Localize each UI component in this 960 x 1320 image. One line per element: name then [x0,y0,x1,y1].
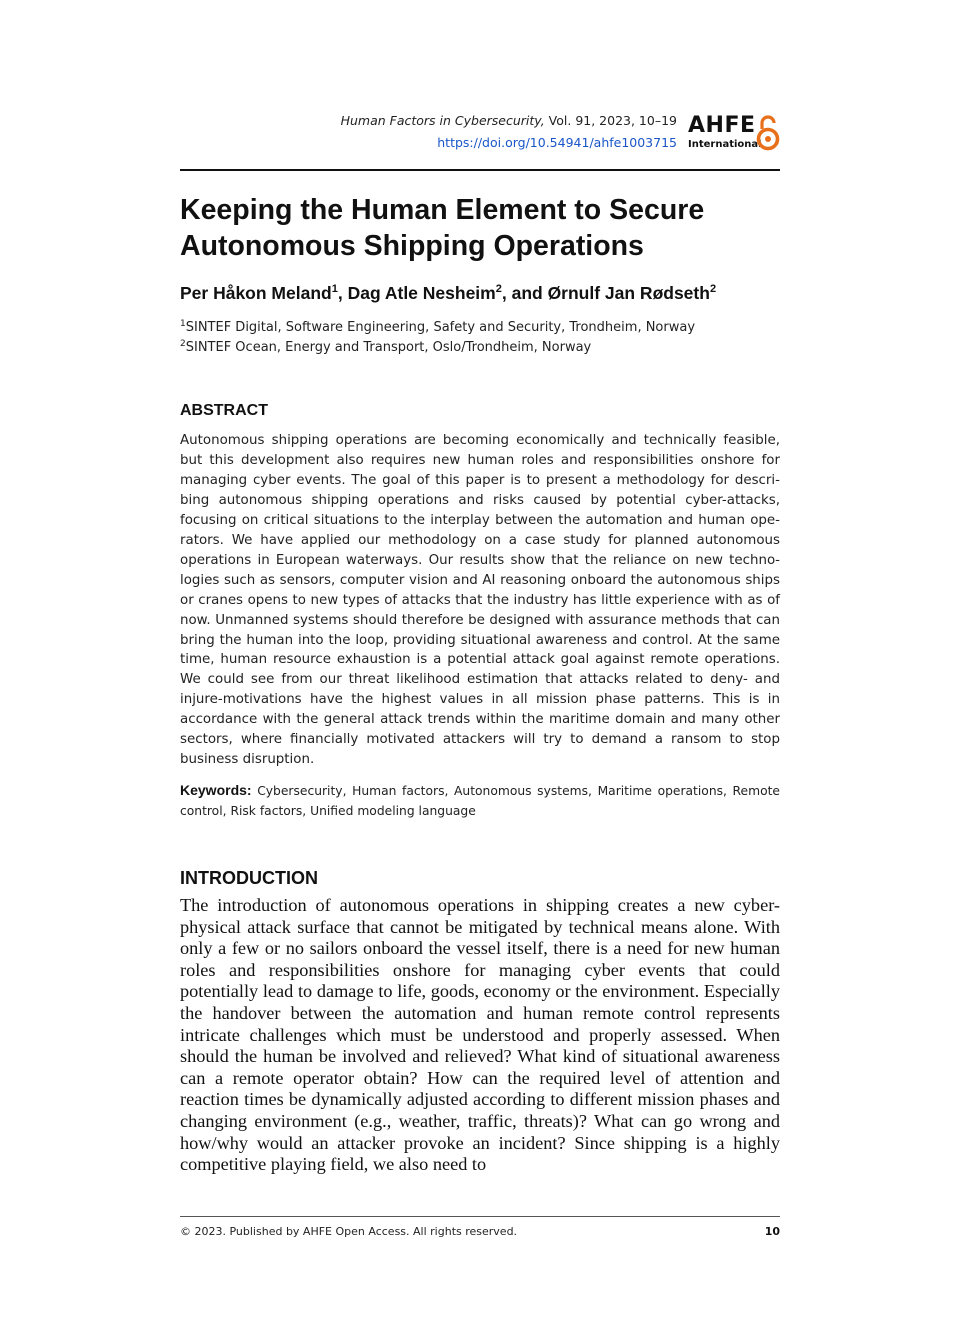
volume-pages: Vol. 91, 2023, 10–19 [544,113,677,128]
author-name: Ørnulf Jan Rødseth [547,283,710,303]
logo-word: AHFE [688,113,756,138]
keywords-label: Keywords: [180,782,252,798]
journal-header [180,108,780,156]
author-affil-mark: 2 [495,283,502,295]
ahfe-logo [688,114,780,160]
author-name: Dag Atle Nesheim [347,283,496,303]
keywords-text: Cybersecurity, Human factors, Autonomous systems, Maritime operations, Remote control, Risk factors, Unified modeling language [180,784,780,818]
doi-link[interactable]: https://doi.org/10.54941/ahfe1003715 [437,135,677,150]
open-access-lock-icon [756,115,780,153]
author-affil-mark: 1 [331,283,338,295]
affiliation-text: SINTEF Digital, Software Engineering, Safety and Security, Trondheim, Norway [185,320,696,335]
doi-line [341,132,677,154]
journal-name: Human Factors in Cybersecurity, [340,113,545,128]
header-divider [180,169,780,171]
affiliation-list [180,318,780,358]
paper-title: Keeping the Human Element to Secure Autonomous Shipping Operations [180,194,705,262]
author-list [180,280,780,306]
author-separator: , and [501,283,548,303]
citation-block [341,110,677,154]
affiliation-item [180,338,780,358]
abstract-heading: ABSTRACT [180,402,268,419]
author-affil-mark: 2 [709,283,717,295]
footer-divider [180,1216,780,1217]
affiliation-mark: 2 [180,339,186,349]
introduction-text: The introduction of autonomous operations in shipping creates a new cyber-physical attack surface that cannot be mitigated by technical means alone. With only a few or no sailors onboard the vessel itself, there is a need for new human roles and responsibilities onshore for managing cyber events that could potentially lead to damage to life, goods, economy or the environment. Especially the handover between the automation and human remote control represents intricate challenges which must be understood and properly assessed. When should the human be involved and relieved? What kind of situational awareness can a remote operator obtain? How can the required level of attention and reaction times be dynamically adjusted according to different mission phases and changing environment (e.g., weather, traffic, threats)? What can go wrong and how/why would an attacker provoke an incident? Since shipping is a highly competitive playing field, we also need to [180,895,780,1175]
affiliation-mark: 1 [180,319,186,329]
introduction-heading: INTRODUCTION [180,868,318,888]
affiliation-item [180,318,780,338]
citation-line [341,110,677,132]
affiliation-text: SINTEF Ocean, Energy and Transport, Oslo/Trondheim, Norway [185,340,592,355]
keywords [180,780,780,821]
author-name: Per Håkon Meland [180,283,332,303]
author-separator: , [337,283,348,303]
page-number: 10 [764,1225,780,1238]
logo-subtitle: International [688,139,762,150]
abstract-text: Autonomous shipping operations are becoming economically and technically feasible, but this development also requires new human roles and responsibilities onshore for managing cyber events. The goal of this paper is to present a methodology for describing autonomous shipping operations and risks caused by potential cyber-attacks, focusing on critical situations to the interplay between the automation and human operators. We have applied our methodology on a case study for planned autonomous operations in European waterways. Our results show that the reliance on new technologies such as sensors, computer vision and AI reasoning onboard the autonomous ships or cranes opens to new types of attacks that the industry has little experience with as of now. Unmanned systems should therefore be designed with assurance methods that can bring the human into the loop, providing situational awareness and control. At the same time, human resource exhaustion is a potential attack goal against remote operations. We could see from our threat likelihood estimation that attacks related to deny- and injure-motivations have the highest values in all mission phase patterns. This is in accordance with the general attack trends within the maritime domain and many other sectors, where financially motivated attackers will try to demand a ransom to stop business disruption. [180,433,780,768]
copyright-notice: © 2023. Published by AHFE Open Access. All rights reserved. [180,1225,518,1238]
